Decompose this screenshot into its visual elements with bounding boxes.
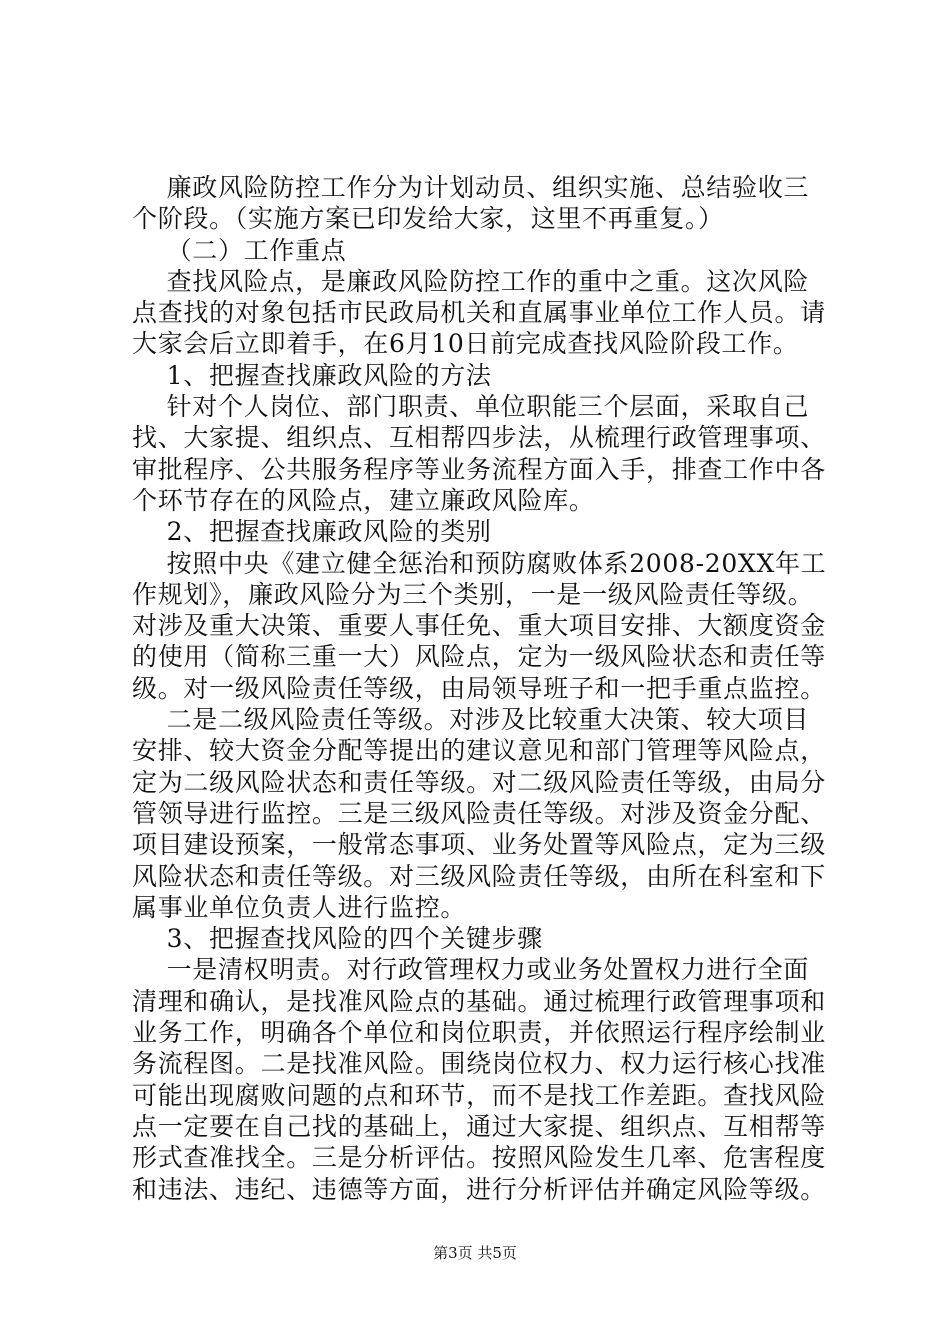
text-line: 项目建设预案，一般常态事项、业务处置等风险点，定为三级	[132, 830, 826, 860]
text-line: 级。对一级风险责任等级，由局领导班子和一把手重点监控。	[132, 673, 826, 703]
text-line: 按照中央《建立健全惩治和预防腐败体系2008-20XX年工	[132, 548, 827, 578]
text-line: 的使用（简称三重一大）风险点，定为一级风险状态和责任等	[132, 642, 826, 672]
text-line: 点一定要在自己找的基础上，通过大家提、组织点、互相帮等	[132, 1111, 826, 1141]
text-line: 大家会后立即着手，在6月10日前完成查找风险阶段工作。	[132, 329, 799, 359]
text-line: 点查找的对象包括市民政局机关和直属事业单位工作人员。请	[132, 298, 826, 328]
text-line: 针对个人岗位、部门职责、单位职能三个层面，采取自己	[132, 392, 810, 422]
text-line: 清理和确认，是找准风险点的基础。通过梳理行政管理事项和	[132, 986, 826, 1016]
text-line: （二）工作重点	[132, 235, 347, 265]
text-line: 形式查准找全。三是分析评估。按照风险发生几率、危害程度	[132, 1143, 826, 1173]
document-body	[132, 172, 832, 1205]
text-line: 个阶段。（实施方案已印发给大家，这里不再重复。）	[132, 204, 724, 234]
page-footer: 第3页 共5页	[433, 1244, 517, 1262]
text-line: 属事业单位负责人进行监控。	[132, 892, 467, 922]
text-line: 业务工作，明确各个单位和岗位职责，并依照运行程序绘制业	[132, 1018, 826, 1048]
text-line: 一是清权明责。对行政管理权力或业务处置权力进行全面	[132, 955, 810, 985]
text-line: 和违法、违纪、违德等方面，进行分析评估并确定风险等级。	[132, 1174, 826, 1204]
text-line: 务流程图。二是找准风险。围绕岗位权力、权力运行核心找准	[132, 1049, 826, 1079]
text-line: 可能出现腐败问题的点和环节，而不是找工作差距。查找风险	[132, 1080, 826, 1110]
text-line: 查找风险点，是廉政风险防控工作的重中之重。这次风险	[132, 266, 810, 296]
text-line: 审批程序、公共服务程序等业务流程方面入手，排查工作中各	[132, 454, 826, 484]
text-line: 二是二级风险责任等级。对涉及比较重大决策、较大项目	[132, 705, 810, 735]
text-line: 2、把握查找廉政风险的类别	[132, 517, 492, 547]
text-line: 对涉及重大决策、重要人事任免、重大项目安排、大额度资金	[132, 611, 826, 641]
text-line: 廉政风险防控工作分为计划动员、组织实施、总结验收三	[132, 173, 810, 202]
text-line: 个环节存在的风险点，建立廉政风险库。	[132, 485, 595, 515]
text-line: 3、把握查找风险的四个关键步骤	[132, 924, 543, 954]
text-line: 作规划》，廉政风险分为三个类别，一是一级风险责任等级。	[132, 579, 814, 609]
text-line: 定为二级风险状态和责任等级。对二级风险责任等级，由局分	[132, 767, 826, 797]
text-line: 安排、较大资金分配等提出的建议意见和部门管理等风险点，	[132, 736, 826, 766]
text-line: 1、把握查找廉政风险的方法	[132, 360, 492, 390]
text-line: 管领导进行监控。三是三级风险责任等级。对涉及资金分配、	[132, 798, 826, 828]
text-line: 风险状态和责任等级。对三级风险责任等级，由所在科室和下	[132, 861, 826, 891]
text-line: 找、大家提、组织点、互相帮四步法，从梳理行政管理事项、	[132, 423, 826, 453]
